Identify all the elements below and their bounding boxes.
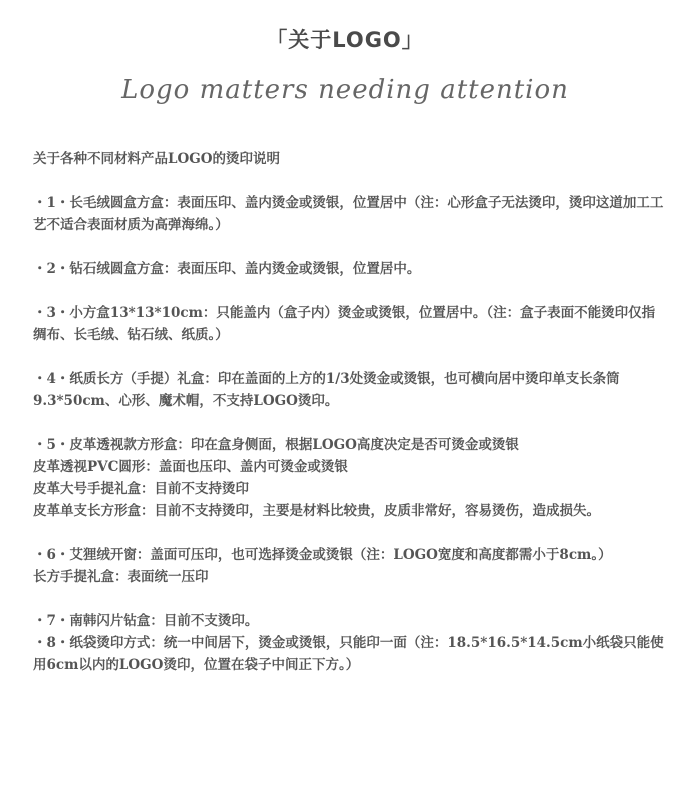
- item-5-line-4: 皮革单支长方形盒：目前不支持烫印，主要是材料比较贵，皮质非常好，容易烫伤，造成损失。: [33, 503, 600, 519]
- spacer: [33, 280, 665, 302]
- item-5-line-2: 皮革透视PVC圆形：盖面也压印、盖内可烫金或烫银: [33, 459, 348, 475]
- item-1: ・1・长毛绒圆盒方盒：表面压印、盖内烫金或烫银，位置居中（注：心形盒子无法烫印，烫印这道加工工艺不适合表面材质为高弹海绵。）: [33, 195, 664, 233]
- spacer: [33, 588, 665, 610]
- item-6-line-1: ・6・艾狸绒开窗：盖面可压印，也可选择烫金或烫银（注：LOGO宽度和高度都需小于8cm。）: [33, 547, 612, 563]
- item-5-line-1: ・5・皮革透视款方形盒：印在盒身侧面，根据LOGO高度决定是否可烫金或烫银: [33, 437, 519, 453]
- spacer: [33, 412, 665, 434]
- item-8: ・8・纸袋烫印方式：统一中间居下，烫金或烫银，只能印一面（注：18.5*16.5*14.5cm小纸袋只能使用6cm以内的LOGO烫印，位置在袋子中间正下方。）: [33, 635, 664, 673]
- item-6-line-2: 长方手提礼盒：表面统一压印: [33, 569, 209, 585]
- spacer: [33, 236, 665, 258]
- page-subtitle: Logo matters needing attention: [121, 75, 569, 105]
- item-5-line-3: 皮革大号手提礼盒：目前不支持烫印: [33, 481, 249, 497]
- spacer: [33, 522, 665, 544]
- spacer: [33, 346, 665, 368]
- page-title: 「关于LOGO」: [266, 28, 424, 52]
- item-4: ・4・纸质长方（手提）礼盒：印在盖面的上方的1/3处烫金或烫银，也可横向居中烫印单支长条筒9.3*50cm、心形、魔术帽，不支持LOGO烫印。: [33, 371, 620, 409]
- header: [0, 22, 690, 108]
- item-2: ・2・钻石绒圆盒方盒：表面压印、盖内烫金或烫银，位置居中。: [33, 261, 421, 277]
- item-7: ・7・南韩闪片钻盒：目前不支烫印。: [33, 613, 259, 629]
- item-3: ・3・小方盒13*13*10cm：只能盖内（盒子内）烫金或烫银，位置居中。（注：盒子表面不能烫印仅指绸布、长毛绒、钻石绒、纸质。）: [33, 305, 656, 343]
- intro-text: 关于各种不同材料产品LOGO的烫印说明: [33, 151, 281, 167]
- spacer: [33, 170, 665, 192]
- content: [33, 148, 665, 676]
